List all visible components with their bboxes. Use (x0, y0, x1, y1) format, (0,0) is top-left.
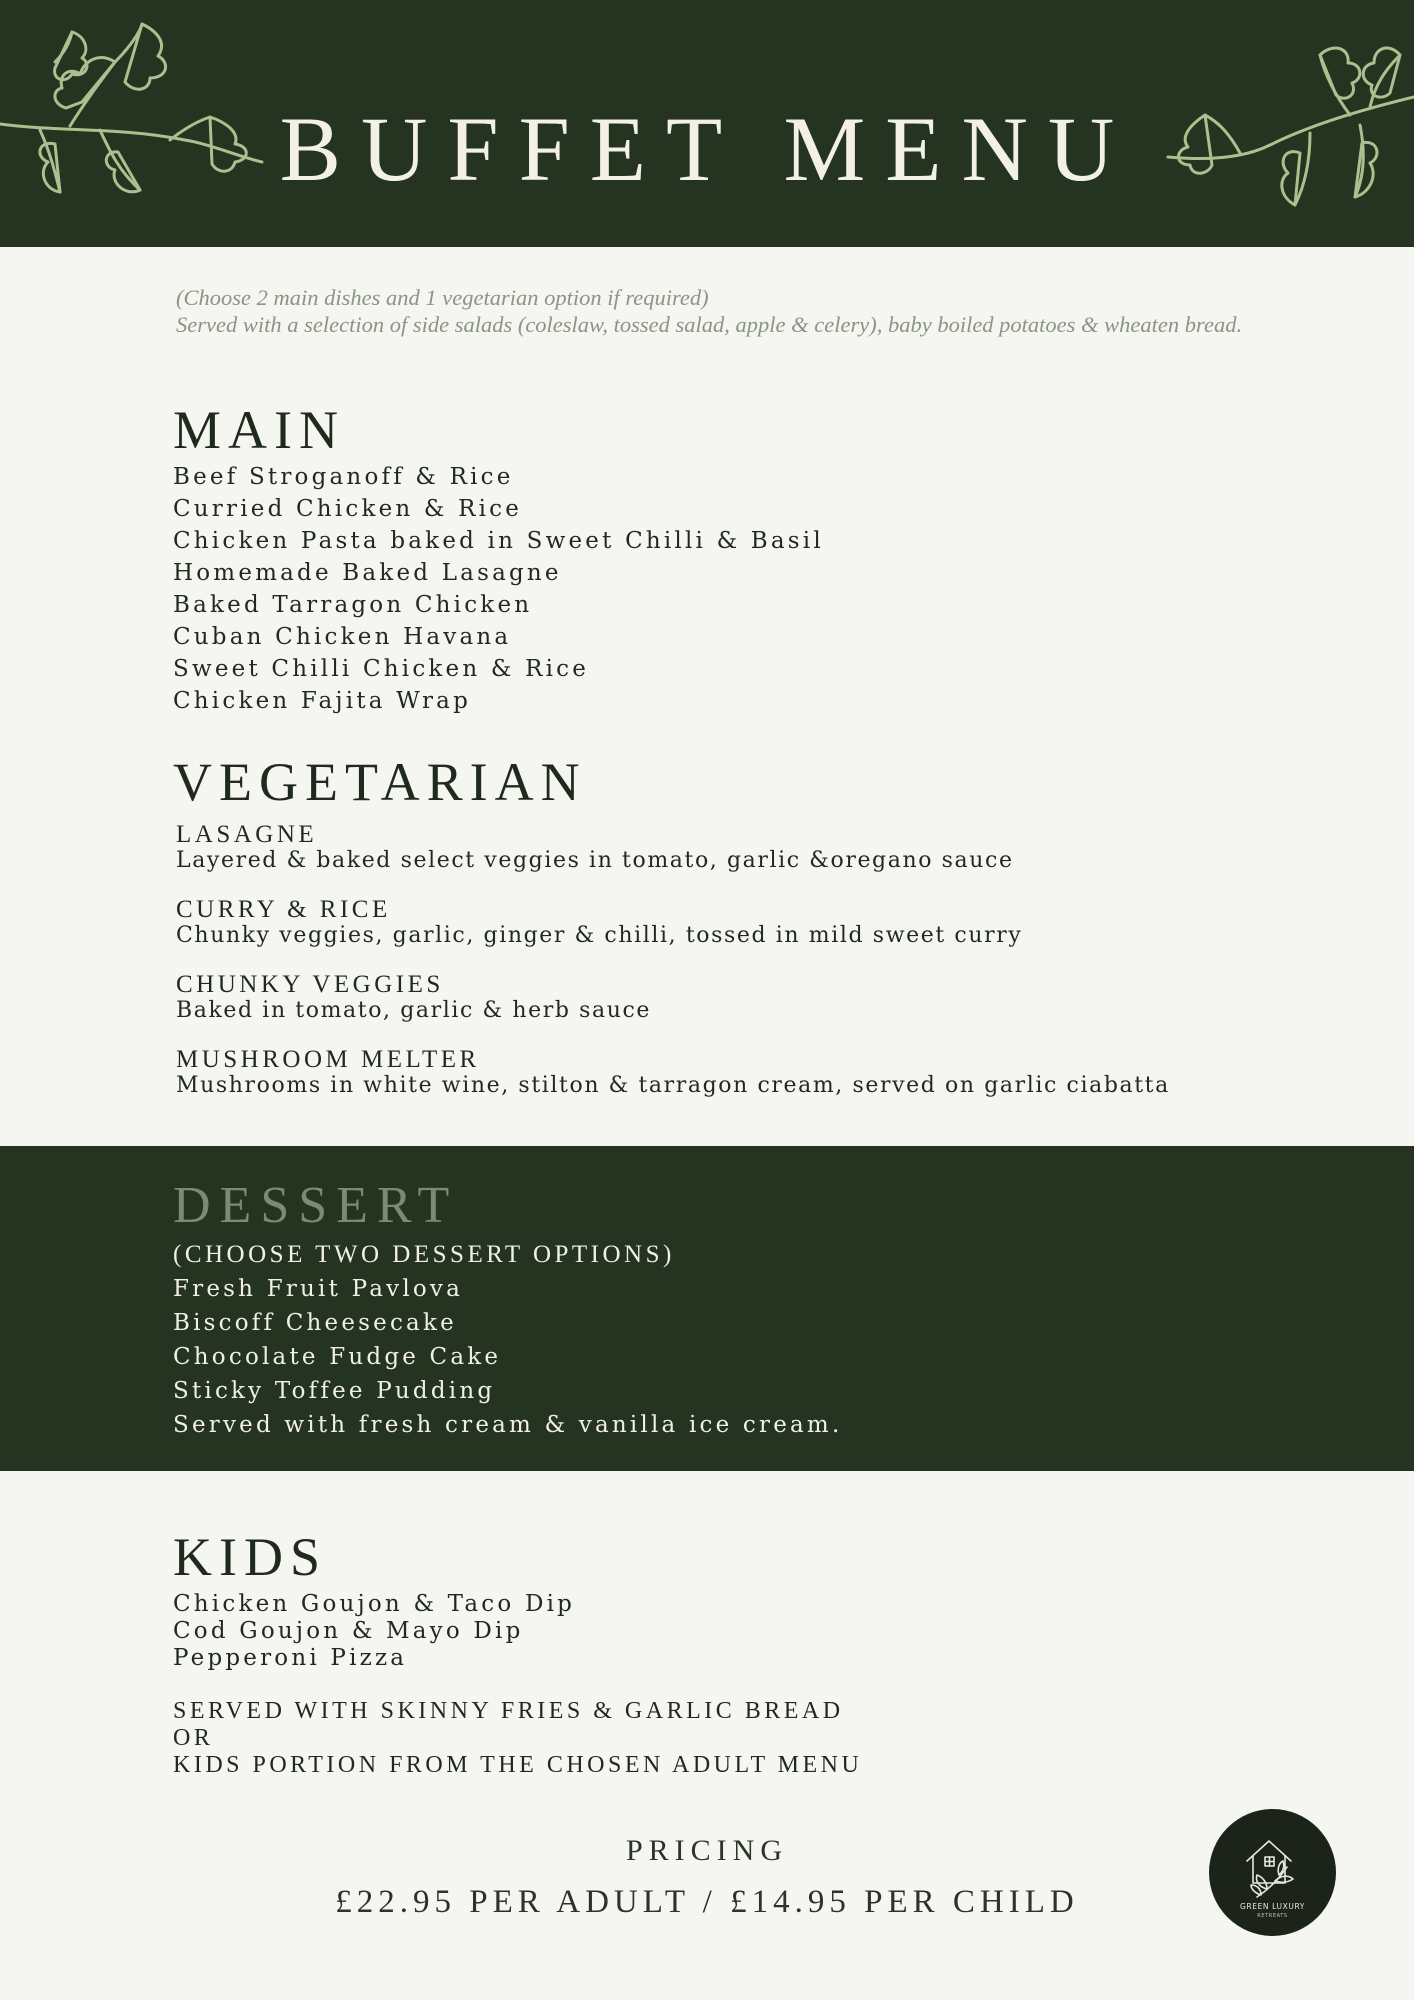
pricing-label: PRICING (625, 1834, 788, 1867)
kids-served-note (173, 1698, 862, 1779)
leaf-branch-right-icon (1160, 35, 1414, 235)
intro-text (176, 285, 1296, 338)
main-item: Curried Chicken & Rice (173, 496, 523, 522)
main-item: Cuban Chicken Havana (173, 624, 512, 650)
vegetarian-item-name: MUSHROOM MELTER (176, 1046, 480, 1073)
kids-served-line: KIDS PORTION FROM THE CHOSEN ADULT MENU (173, 1752, 863, 1778)
main-item: Sweet Chilli Chicken & Rice (173, 656, 590, 682)
main-item: Beef Stroganoff & Rice (173, 464, 514, 490)
kids-item: Cod Goujon & Mayo Dip (173, 1618, 524, 1644)
dessert-section-title: DESSERT (173, 1177, 459, 1234)
kids-item: Pepperoni Pizza (173, 1645, 408, 1671)
main-item: Baked Tarragon Chicken (173, 592, 533, 618)
dessert-items-list (173, 1238, 842, 1442)
vegetarian-item-name: CURRY & RICE (176, 896, 391, 923)
main-item: Chicken Pasta baked in Sweet Chilli & Basil (173, 528, 824, 554)
dessert-item: Sticky Toffee Pudding (173, 1378, 496, 1404)
vegetarian-item-description: Chunky veggies, garlic, ginger & chilli, tossed in mild sweet curry (176, 923, 1023, 948)
vegetarian-item-description: Layered & baked select veggies in tomato, garlic &oregano sauce (176, 848, 1014, 873)
pricing-value: £22.95 PER ADULT / £14.95 PER CHILD (335, 1884, 1079, 1920)
logo-text-line2: RETREATS (1257, 1913, 1288, 1919)
vegetarian-item-name: CHUNKY VEGGIES (176, 971, 444, 998)
header-banner (0, 0, 1414, 247)
dessert-item: Biscoff Cheesecake (173, 1310, 457, 1336)
main-item: Chicken Fajita Wrap (173, 688, 472, 714)
kids-section-title: KIDS (173, 1527, 328, 1587)
kids-served-line: OR (173, 1725, 214, 1751)
vegetarian-item-name: LASAGNE (176, 821, 318, 848)
dessert-item: Chocolate Fudge Cake (173, 1344, 502, 1370)
vegetarian-item-description: Baked in tomato, garlic & herb sauce (176, 998, 652, 1023)
logo-text-line1: GREEN LUXURY (1240, 1902, 1305, 1911)
vegetarian-item (176, 1046, 1170, 1099)
vegetarian-item (176, 971, 651, 1024)
kids-items-list (173, 1591, 575, 1672)
page-title: BUFFET MENU (279, 98, 1135, 200)
main-items-list (173, 461, 824, 717)
vegetarian-section-title: VEGETARIAN (173, 752, 587, 812)
main-section-title: MAIN (173, 400, 345, 460)
vegetarian-item-description: Mushrooms in white wine, stilton & tarragon cream, served on garlic ciabatta (176, 1073, 1170, 1098)
dessert-subtitle: (CHOOSE TWO DESSERT OPTIONS) (173, 1241, 675, 1268)
main-item: Homemade Baked Lasagne (173, 560, 562, 586)
kids-served-line: SERVED WITH SKINNY FRIES & GARLIC BREAD (173, 1698, 844, 1724)
intro-choose-note: (Choose 2 main dishes and 1 vegetarian option if required) (176, 285, 709, 310)
vegetarian-item (176, 821, 1014, 874)
intro-served-note: Served with a selection of side salads (coleslaw, tossed salad, apple & celery), baby boiled potatoes & wheaten bread. (176, 311, 1243, 337)
dessert-item: Fresh Fruit Pavlova (173, 1276, 464, 1302)
kids-item: Chicken Goujon & Taco Dip (173, 1591, 576, 1617)
green-luxury-retreats-logo (1209, 1809, 1336, 1936)
dessert-served-note: Served with fresh cream & vanilla ice cream. (173, 1412, 843, 1438)
vegetarian-item (176, 896, 1022, 949)
